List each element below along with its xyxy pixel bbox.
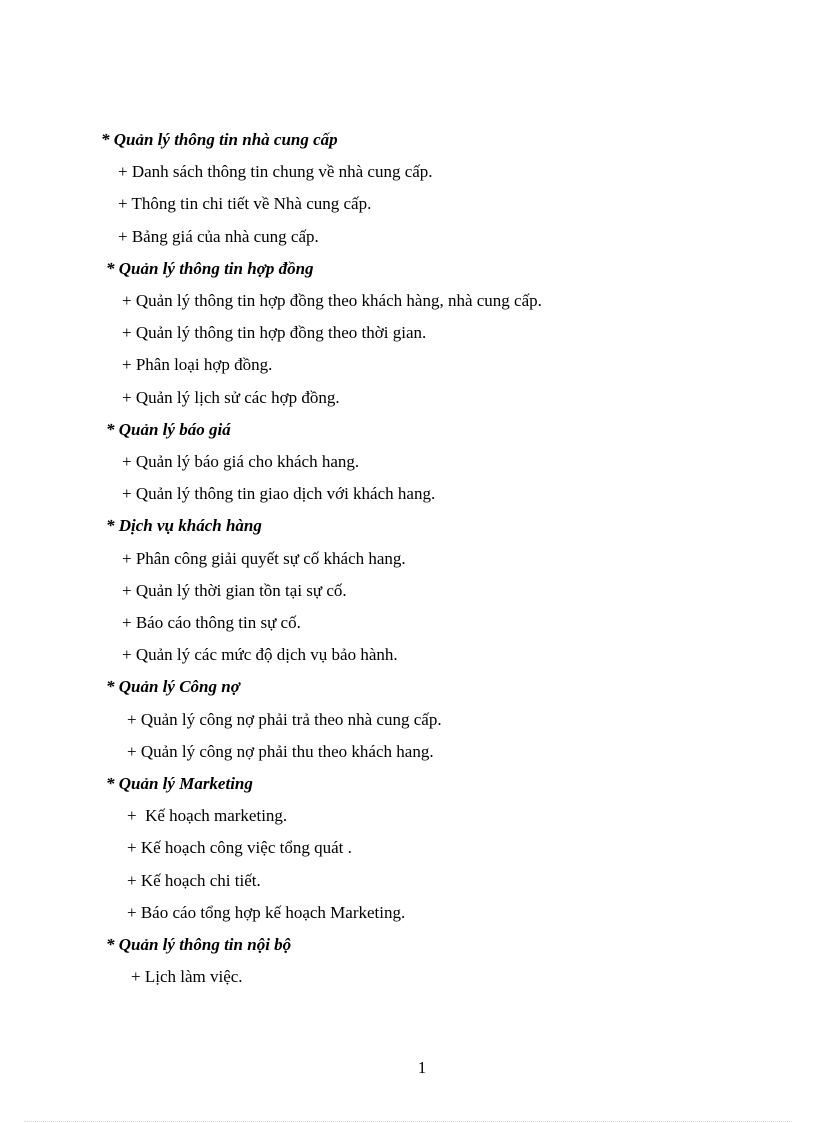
list-item: + Quản lý thông tin hợp đồng theo thời gian. [122, 323, 427, 342]
list-item: + Báo cáo tổng hợp kế hoạch Marketing. [127, 903, 406, 922]
page-bottom-divider [24, 1121, 792, 1122]
page-number: 1 [417, 1058, 427, 1077]
list-item: + Quản lý công nợ phải trả theo nhà cung cấp. [127, 710, 442, 729]
list-item: + Quản lý các mức độ dịch vụ bảo hành. [122, 645, 398, 664]
list-item: + Quản lý công nợ phải thu theo khách hang. [127, 742, 434, 761]
section-heading-supplier-info: * Quản lý thông tin nhà cung cấp [101, 130, 338, 149]
list-item: + Quản lý thời gian tồn tại sự cố. [122, 581, 347, 600]
list-item: + Quản lý báo giá cho khách hang. [122, 452, 360, 471]
list-item: + Quản lý thông tin giao dịch với khách hang. [122, 484, 436, 503]
list-item: + Phân công giải quyết sự cố khách hang. [122, 549, 406, 568]
section-heading-debt: * Quản lý Công nợ [106, 677, 240, 696]
list-item: + Kế hoạch công việc tổng quát . [127, 838, 352, 857]
list-item: + Phân loại hợp đồng. [122, 355, 273, 374]
list-item: + Thông tin chi tiết về Nhà cung cấp. [118, 194, 372, 213]
list-item: + Danh sách thông tin chung về nhà cung cấp. [118, 162, 433, 181]
section-heading-quotation: * Quản lý báo giá [106, 420, 231, 439]
section-heading-contract-info: * Quản lý thông tin hợp đồng [106, 259, 314, 278]
section-heading-internal-info: * Quản lý thông tin nội bộ [106, 935, 292, 954]
list-item: + Kế hoạch chi tiết. [127, 871, 261, 890]
list-item: + Bảng giá của nhà cung cấp. [118, 227, 319, 246]
section-heading-marketing: * Quản lý Marketing [106, 774, 253, 793]
list-item: + Quản lý lịch sử các hợp đồng. [122, 388, 340, 407]
list-item: + Kế hoạch marketing. [127, 806, 288, 825]
list-item: + Báo cáo thông tin sự cố. [122, 613, 301, 632]
section-heading-customer-service: * Dịch vụ khách hàng [106, 516, 262, 535]
list-item: + Lịch làm việc. [131, 967, 243, 986]
list-item: + Quản lý thông tin hợp đồng theo khách hàng, nhà cung cấp. [122, 291, 542, 310]
